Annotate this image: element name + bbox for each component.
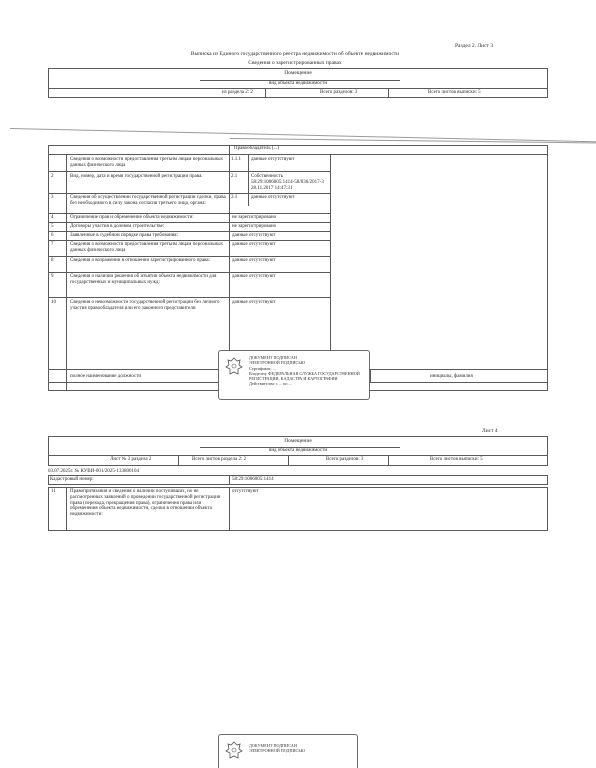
total-sections: Всего разделов: 3	[326, 457, 364, 462]
emblem-icon	[225, 357, 243, 377]
stamp-line: РЕГИСТРАЦИИ, КАДАСТРА И КАРТОГРАФИИ	[249, 376, 338, 381]
electronic-signature-stamp	[218, 734, 358, 768]
stamp-line: ДОКУМЕНТ ПОДПИСАН	[249, 355, 297, 360]
stamp-line: ДОКУМЕНТ ПОДПИСАН	[249, 743, 297, 748]
claims-row-num: 11	[51, 489, 56, 494]
rights-row-label: Ограничение прав и обременение объекта недвижимости:	[70, 215, 194, 220]
cadastral-row	[48, 475, 548, 485]
rights-row-num: 6	[51, 233, 54, 238]
rights-row-label: Вид, номер, дата и время государственной регистрации права:	[70, 174, 203, 179]
stamp-line: ЭЛЕКТРОННОЙ ПОДПИСЬЮ	[249, 360, 306, 366]
sheet-label: Лист 4	[482, 428, 498, 434]
rights-row-label: Сведения об осуществлении государственной регистрации сделки, права без необходимого в силу закона согласия третьего лица, органа:	[70, 195, 226, 206]
rights-row-num: 3	[51, 195, 54, 200]
electronic-signature-stamp	[218, 350, 370, 400]
rights-row-value: данные отсутствуют	[251, 157, 295, 162]
rights-row-num: 9	[51, 274, 54, 279]
rights-row-value: не зарегистрировано	[232, 215, 277, 220]
rights-row-sub: 1.1.1	[231, 157, 241, 162]
rights-row-label: Заявленные в судебном порядке права требования:	[70, 233, 178, 238]
owner-fragment: Правообладатель (...)	[234, 146, 279, 151]
stamp-line: Владелец: ФЕДЕРАЛЬНАЯ СЛУЖБА ГОСУДАРСТВЕННОЙ	[249, 370, 360, 376]
rights-row-label: Сведения о возможности предоставления третьим лицам персональных данных физического лица	[70, 242, 224, 253]
document-subtitle: Сведения о зарегистрированных правах	[248, 60, 342, 66]
rights-row-sub: 2.1	[231, 174, 238, 179]
stamp-line: Действителен: с ... по ...	[249, 381, 292, 387]
sheet-fragment: из раздела 2: 2	[222, 90, 253, 95]
rights-row-num: 5	[51, 224, 54, 229]
total-sheets: Всего листов выписки: 5	[430, 457, 483, 462]
rights-row-label: Сведения о наличии решения об изъятии объекта недвижимости для государственных и муниципальных нужд:	[70, 274, 217, 285]
claims-row-label: Правопритязания и сведения о наличии поступивших, но не рассмотренных заявлений о проведении государственной регистрации права (перехода, прекращения права), ограничения права или обременения объекта недвижимости, сделки в отношении объекта недвижимости:	[70, 489, 221, 517]
rights-row-num: 7	[51, 242, 54, 247]
total-sections: Всего разделов: 3	[320, 90, 358, 95]
cadastral-value: 58:29:1006005:1414	[232, 477, 274, 482]
emblem-icon	[225, 741, 243, 761]
sheet-cell: Лист № 3 раздела 2	[110, 457, 152, 462]
object-type-caption: вид объекта недвижимости	[268, 81, 328, 86]
rights-row-value: данные отсутствуют	[232, 300, 276, 305]
claims-row-value: отсутствуют	[232, 489, 259, 494]
rights-row-value: данные отсутствуют	[232, 258, 276, 263]
sheets-in-section: Всего листов раздела 2: 2	[192, 457, 247, 462]
object-type-caption: вид объекта недвижимости	[268, 448, 328, 453]
rights-row-value: данные отсутствуют	[251, 195, 295, 200]
section-sheet-label: Раздел 2. Лист 3	[455, 43, 494, 49]
stamp-line: ЭЛЕКТРОННОЙ ПОДПИСЬЮ	[249, 748, 306, 754]
object-type: Помещение	[284, 70, 312, 76]
rights-row-label: Сведения о возражении в отношении зарегистрированного права:	[70, 258, 211, 263]
rights-row-sub: 3.1	[231, 195, 238, 200]
rights-row-value: данные отсутствуют	[232, 233, 276, 238]
document-title: Выписка из Единого государственного реестра недвижимости об объекте недвижимости	[190, 51, 400, 57]
object-type: Помещение	[284, 438, 312, 444]
position-caption: полное наименование должности	[70, 374, 142, 379]
date-number: 03.07.2025г. № КУВИ-001/2025-133800104	[48, 469, 139, 474]
rights-row-num: 8	[51, 258, 54, 263]
rights-row-label: Сведения о невозможности государственной регистрации без личного участия правообладателя или его законного представителя:	[70, 300, 220, 311]
rights-row-label: Договоры участия в долевом строительстве:	[70, 224, 165, 229]
cadastral-label: Кадастровый номер:	[50, 477, 94, 482]
total-sheets: Всего листов выписки: 5	[428, 90, 481, 95]
rights-row-label: Сведения о возможности предоставления третьим лицам персональных данных физического лица	[70, 157, 224, 168]
rights-row-value: не зарегистрировано	[232, 224, 277, 229]
rights-row-value: данные отсутствуют	[232, 274, 276, 279]
rights-row-num: 2	[51, 174, 54, 179]
rights-row-value: данные отсутствуют	[232, 242, 276, 247]
rights-row-num: 10	[51, 300, 56, 305]
stamp-line: Сертификат: ...	[249, 365, 276, 371]
name-caption: инициалы, фамилия	[430, 374, 473, 379]
rights-row-value: Собственность 58:29:1006005:1414-58/036/2017-3 28.11.2017 14:47:31	[251, 174, 324, 191]
rights-row-num: 4	[51, 215, 54, 220]
